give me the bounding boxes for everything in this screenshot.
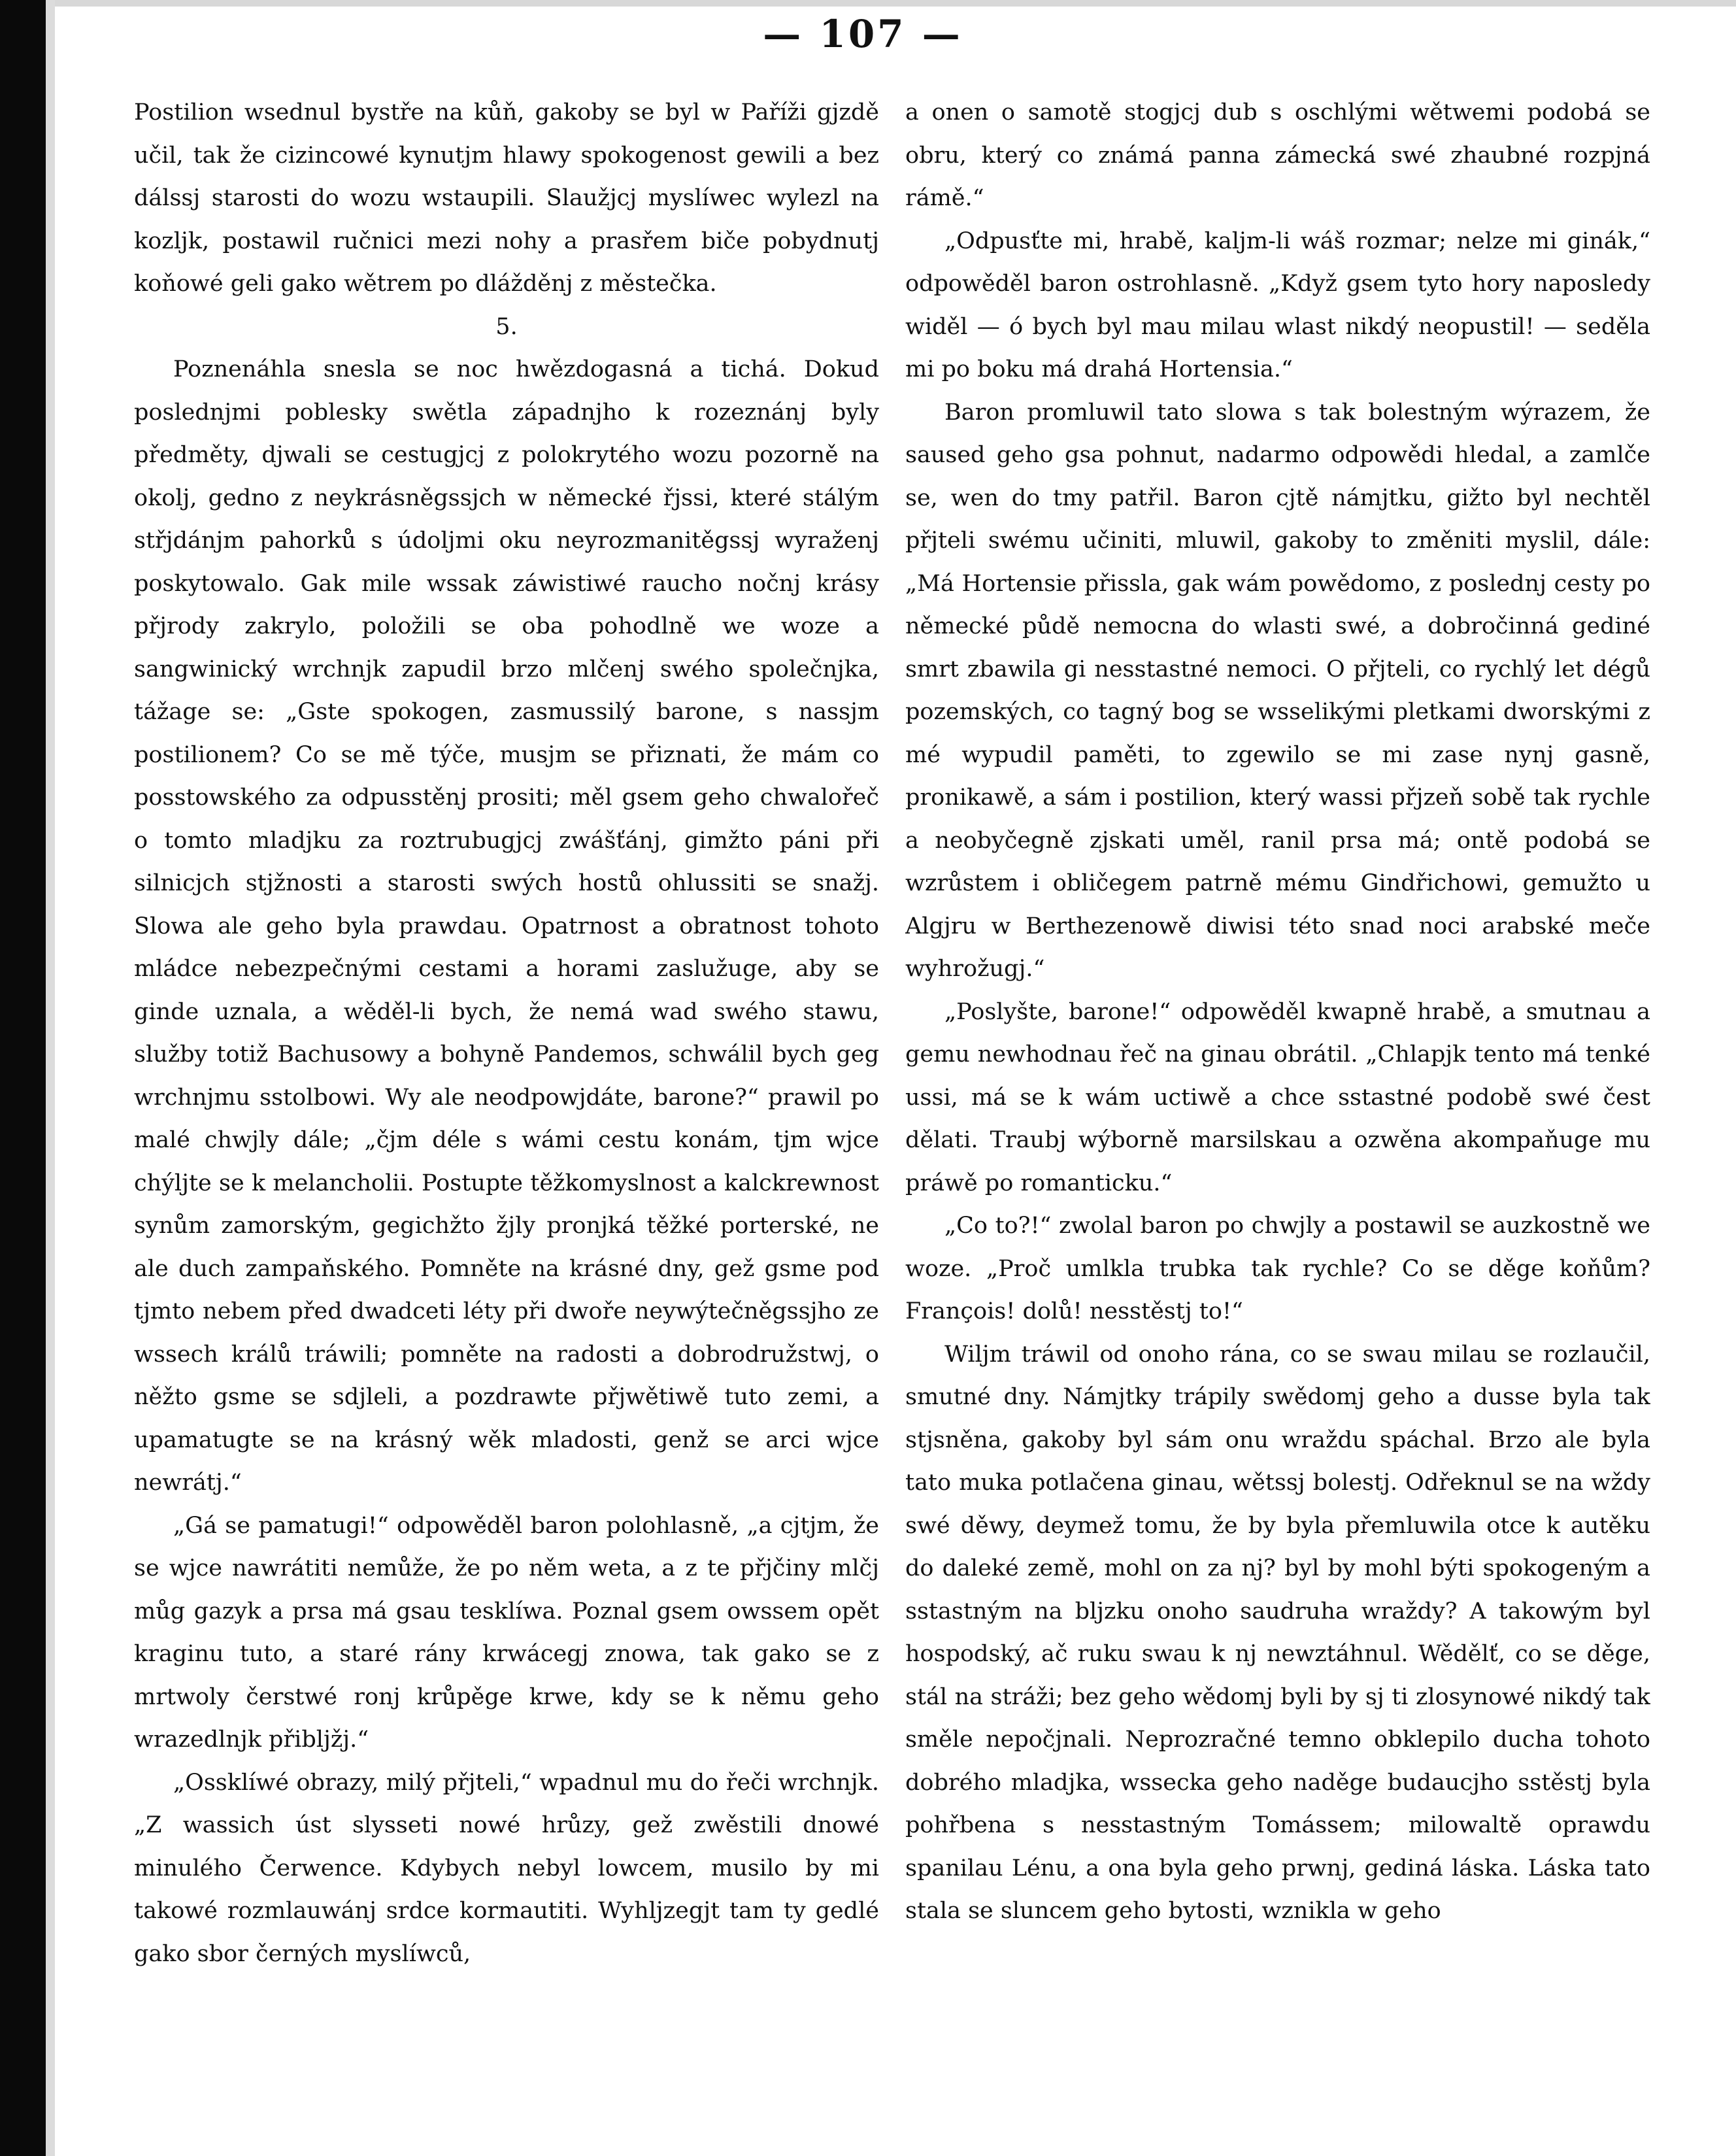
right-paragraph-4: „Poslyšte, barone!“ odpowěděl kwapně hrabě, a smutnau a gemu newhodnau řeč na ginau obrátil. „Chlapjk tento má tenké ussi, má se k wám uctiwě a chce sstastné podobě swé čest dělati. Traubj wýborně marsilskau a ozwěna akompaňuge mu práwě po romanticku.“ — [905, 998, 1650, 1196]
right-paragraph-5: „Co to?!“ zwolal baron po chwjly a postawil se auzkostně we woze. „Proč umlkla trubka tak rychle? Co se děge koňům? François! dolů! nesstěstj to!“ — [905, 1213, 1650, 1324]
page-number: — 107 — — [763, 12, 963, 56]
page-top-edge — [55, 0, 1736, 7]
right-paragraph-2: „Odpusťte mi, hrabě, kaljm-li wáš rozmar; nelze mi ginák,“ odpowěděl baron ostrohlasně. „Když gsem tyto hory naposledy widěl — ó bych byl mau milau wlast nikdý neopustil! — seděla mi po boku má drahá Hortensia.“ — [905, 227, 1650, 382]
right-paragraph-3: Baron promluwil tato slowa s tak bolestným wýrazem, že saused geho gsa pohnut, nadarmo odpowědi hledal, a zamlče se, wen do tmy patřil. Baron cjtě námjtku, gižto byl nechtěl přjteli swému učiniti, mluwil, gakoby to změniti myslil, dále: „Má Hortensie přissla, gak wám powědomo, z poslednj cesty po německé půdě nemocna do wlasti swé, a dobročinná gediné smrt zbawila gi nesstastné nemoci. O přjteli, co rychlý let dégů pozemských, co tagný bog se wsselikými pletkami dworskými z mé wypudil paměti, to zgewilo se mi zase nynj gasně, pronikawě, a sám i postilion, který wassi přjzeň sobě tak rychle a neobyčegně zjskati uměl, ranil prsa má; ontě podobá se wzrůstem i obličegem patrně mému Gindřichowi, gemužto u Algjru w Berthezenowě diwisi této snad noci arabské meče wyhrožugj.“ — [905, 399, 1650, 982]
book-spine-shadow — [0, 0, 46, 2156]
right-paragraph-1: a onen o samotě stogjcj dub s oschlými wětwemi podobá se obru, který co známá panna zámecká swé zhaubné rozpjná rámě.“ — [905, 99, 1650, 211]
left-paragraph-1: Postilion wsednul bystře na kůň, gakoby se byl w Paříži gjzdě učil, tak že cizincowé kynutjm hlawy spokogenost gewili a bez dálssj starosti do wozu wstaupili. Slaužjcj myslíwec wylezl na kozljk, postawil ručnici mezi nohy a prasřem biče pobydnutj koňowé geli gako wětrem po dlážděnj z městečka. — [134, 99, 879, 297]
right-paragraph-6: Wiljm tráwil od onoho ránа, co se swau milau se rozlaučil, smutné dny. Námjtky trápily swědomj geho a dusse byla tak stjsněna, gakoby byl sám onu wraždu spáchal. Brzo ale byla tato muka potlačena ginau, wětssj bolestj. Odřeknul se na wždy swé děwy, deymež tomu, že by byla přemluwila otce k autěku do daleké země, mohl on za nj? byl by mohl býti spokogeným a sstastným na bljzku onoho saudruha wraždy? A takowým byl hospodský, ač ruku swau k nj newztáhnul. Wědělť, co se děge, stál na stráži; bez geho wědomj byli by sj ti zlosynowé nikdý tak směle nepočjnali. Neprozračné temno obklepilo ducha tohoto dobrého mladjka, wssecka geho naděge budaucjho sstěstj byla pohřbena s nesstastným Tomássem; milowaltě oprawdu spanilau Lénu, a ona byla geho prwnj, gediná láska. Láska tato stala se sluncem geho bytosti, wznikla w geho — [905, 1341, 1650, 1924]
left-paragraph-3: „Gá se pamatugi!“ odpowěděl baron polohlasně, „a cjtjm, že se wjce nawrátiti nemůže, že po něm weta, a z te přjčiny mlčj můg gazyk a prsa má gsau tesklíwa. Poznal gsem owssem opět kraginu tuto, a staré rány krwácegj znowa, tak gako se z mrtwoly čerstwé ronj krůpěge krwe, kdy se k němu geho wrazedlnjk přibljžj.“ — [134, 1512, 879, 1753]
left-paragraph-2: Poznenáhla snesla se noc hwězdogasná a tichá. Dokud poslednjmi poblesky swětla západnjho k rozeznánj byly předměty, djwali se cestugjcj z polokrytého wozu pozorně na okolj, gedno z neykrásněgssjch w německé řjssi, které stálým střjdánjm pahorků s údoljmi oku neyrozmanitěgssj wyraženj poskytowalo. Gak mile wssak záwistiwé raucho nočnj krásy přjrody zakrylo, položili se oba pohodlně we woze a sangwinický wrchnjk zapudil brzo mlčenj swého společnjka, tážage se: „Gste spokogen, zasmussilý barone, s nassjm postilionem? Co se mě týče, musjm se přiznati, že mám co posstowského za odpusstěnj prositi; měl gsem geho chwalořeč o tomto mladjku za roztrubugjcj zwášťánj, gimžto páni při silnicjch stjžnosti a starosti swých hostů ohlussiti se snažj. Slowa ale geho byla prawdau. Opatrnost a obratnost tohoto mládce nebezpečnými cestami a horami zaslužuge, aby se ginde uznala, a wěděl-li bych, že nemá wad swého stawu, služby totiž Bachusowy a bohyně Pandemos, schwálil bych geg wrchnjmu sstolbowi. Wy ale neodpowjdáte, barone?“ prawil po malé chwjly dále; „čjm déle s wámi cestu konám, tjm wjce chýljte se k melancholii. Postupte těžkomyslnost a kalckrewnost synům zamorským, gegichžto žjly pronjká těžké porterské, ne ale duch zampaňského. Pomněte na krásné dny, gež gsme pod tjmto nebem před dwadceti léty při dwoře neywýtečněgssjho ze wssech králů tráwili; pomněte na radosti a dobrodružstwj, o něžto gsme se sdjleli, a pozdrawte přjwětiwě tuto zemi, a upamatugte se na krásný wěk mladosti, genž se arci wjce newrátj.“ — [134, 356, 879, 1496]
left-paragraph-4: „Ossklíwé obrazy, milý přjteli,“ wpadnul mu do řeči wrchnjk. „Z wassich úst slysseti nowé hrůzy, gež zwěstili dnowé minulého Čerwence. Kdybych nebyl lowcem, musilo by mi takowé rozmlauwánj srdce kormautiti. Wyhljzegjt tam ty gedlé gako sbor černých myslíwců, — [134, 1769, 879, 1967]
section-number: 5. — [495, 313, 518, 340]
right-column — [905, 92, 1650, 2138]
left-column — [134, 92, 879, 2138]
page-gutter-edge — [46, 0, 55, 2156]
